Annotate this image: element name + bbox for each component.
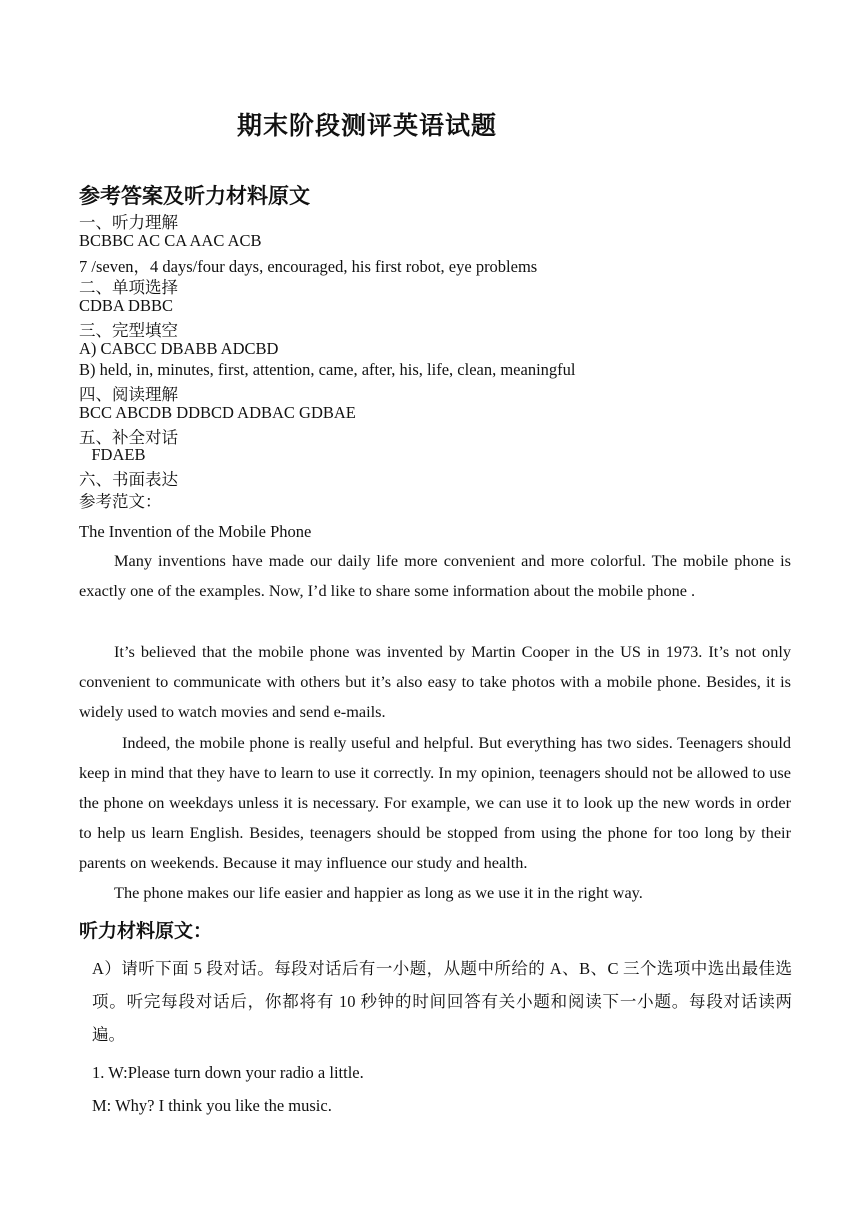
answer-line: FDAEB: [79, 445, 146, 464]
essay-title: The Invention of the Mobile Phone: [79, 522, 312, 541]
dialogue-line: 1. W:Please turn down your radio a little.: [92, 1063, 364, 1082]
section-heading: 六、书面表达: [79, 470, 178, 489]
essay-paragraph: The phone makes our life easier and happier as long as we use it in the right way.: [114, 883, 643, 902]
section-heading: 一、听力理解: [79, 213, 178, 232]
listening-intro: A）请听下面 5 段对话。每段对话后有一小题，从题中所给的 A、B、C 三个选项中选出最佳选项。听完每段对话后，你都将有 10 秒钟的时间回答有关小题和阅读下一小题。每段对话读两遍。: [92, 959, 792, 1044]
answers-heading: 参考答案及听力材料原文: [79, 184, 310, 208]
answer-line: BCC ABCDB DDBCD ADBAC GDBAE: [79, 403, 356, 422]
essay-paragraph: Many inventions have made our daily life more convenient and more colorful. The mobile phone is exactly one of the examples. Now, I’d like to share some information about the mobile phone .: [79, 551, 791, 600]
answer-line: B) held, in, minutes, first, attention, came, after, his, life, clean, meaningful: [79, 360, 576, 379]
section-heading: 五、补全对话: [79, 428, 178, 447]
answer-line: BCBBC AC CA AAC ACB: [79, 231, 262, 250]
listening-heading: 听力材料原文：: [79, 921, 213, 942]
section-heading: 四、阅读理解: [79, 385, 178, 404]
answer-line: CDBA DBBC: [79, 296, 173, 315]
essay-paragraph: Indeed, the mobile phone is really useful and helpful. But everything has two sides. Teenagers should keep in mind that they have to learn to use it correctly. In my opinion, teenagers should not be allowed to use the phone on weekdays unless it is necessary. For example, we can use it to look up the new words in order to help us learn English. Besides, teenagers should be stopped from using the phone for too long by their parents on weekends. Because it may influence our study and health.: [79, 733, 791, 872]
sample-label: 参考范文：: [79, 492, 162, 511]
exam-title: 期末阶段测评英语试题: [236, 113, 497, 140]
answer-line: A) CABCC DBABB ADCBD: [79, 339, 279, 358]
dialogue-line: M: Why? I think you like the music.: [92, 1096, 332, 1115]
section-heading: 二、单项选择: [79, 278, 178, 297]
answer-line: 7 /seven，4 days/four days, encouraged, his first robot, eye problems: [79, 257, 538, 276]
essay-paragraph: It’s believed that the mobile phone was invented by Martin Cooper in the US in 1973. It’s not only convenient to communicate with others but it’s also easy to take photos with a mobile phone. Besides, it is widely used to watch movies and send e-mails.: [79, 642, 791, 721]
section-heading: 三、完型填空: [79, 321, 178, 340]
